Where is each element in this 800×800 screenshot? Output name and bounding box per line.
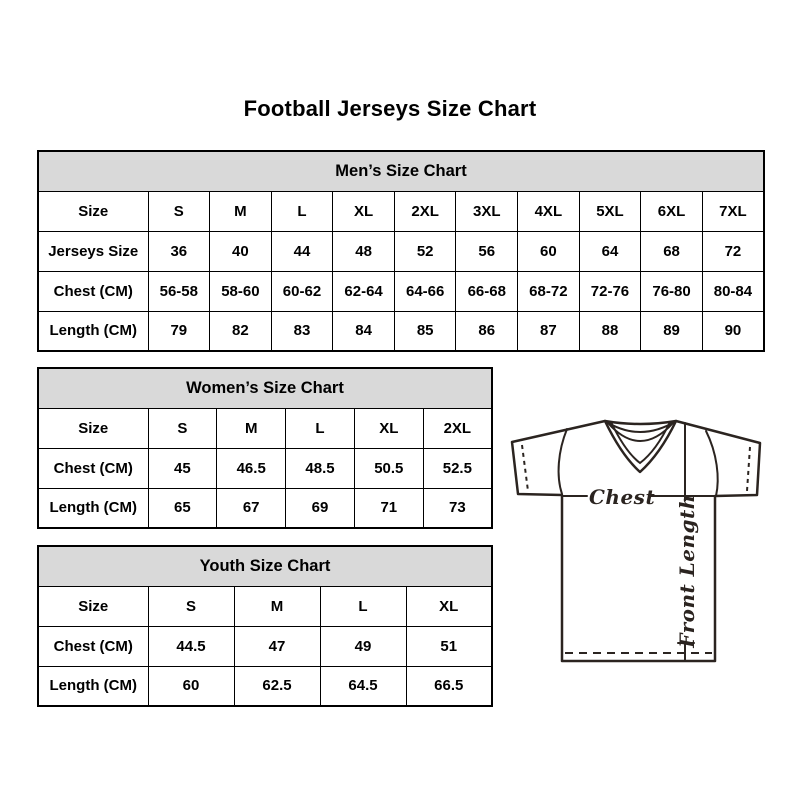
womens-size-cell: 71 — [354, 488, 423, 528]
youth-size-cell: 44.5 — [148, 626, 234, 666]
youth-size-cell: M — [234, 586, 320, 626]
mens-size-cell: 48 — [333, 231, 395, 271]
page-title: Football Jerseys Size Chart — [243, 96, 537, 121]
youth-row-label: Length (CM) — [38, 666, 148, 706]
jersey-measurement-diagram — [505, 410, 785, 690]
mens-size-cell: 82 — [210, 311, 272, 351]
mens-row-label: Jerseys Size — [38, 231, 148, 271]
mens-size-cell: 4XL — [518, 191, 580, 231]
youth-row-label: Size — [38, 586, 148, 626]
womens-size-table — [37, 367, 493, 529]
mens-size-cell: 88 — [579, 311, 641, 351]
youth-size-cell: 66.5 — [406, 666, 492, 706]
mens-size-cell: 52 — [394, 231, 456, 271]
youth-size-cell: 49 — [320, 626, 406, 666]
mens-size-cell: 85 — [394, 311, 456, 351]
womens-size-cell: S — [148, 408, 217, 448]
youth-size-table — [37, 545, 493, 707]
mens-size-cell: 83 — [271, 311, 333, 351]
youth-size-cell: XL — [406, 586, 492, 626]
womens-size-cell: 50.5 — [354, 448, 423, 488]
mens-size-cell: 87 — [518, 311, 580, 351]
mens-table-title: Men’s Size Chart — [38, 151, 764, 191]
mens-size-cell: 79 — [148, 311, 210, 351]
armhole-seam-left — [559, 429, 567, 494]
mens-size-cell: M — [210, 191, 272, 231]
mens-size-cell: L — [271, 191, 333, 231]
mens-size-cell: 84 — [333, 311, 395, 351]
mens-size-cell: 66-68 — [456, 271, 518, 311]
mens-size-cell: 64 — [579, 231, 641, 271]
armhole-seam-right — [706, 431, 718, 496]
womens-table-title: Women’s Size Chart — [38, 368, 492, 408]
youth-size-cell: L — [320, 586, 406, 626]
womens-size-cell: 2XL — [423, 408, 492, 448]
youth-size-cell: 62.5 — [234, 666, 320, 706]
mens-size-cell: 62-64 — [333, 271, 395, 311]
womens-row-label: Size — [38, 408, 148, 448]
womens-size-cell: L — [286, 408, 355, 448]
youth-size-cell: 64.5 — [320, 666, 406, 706]
mens-size-cell: 72-76 — [579, 271, 641, 311]
mens-row-label: Length (CM) — [38, 311, 148, 351]
mens-size-cell: S — [148, 191, 210, 231]
mens-size-cell: 86 — [456, 311, 518, 351]
womens-row-label: Chest (CM) — [38, 448, 148, 488]
mens-size-cell: 60 — [518, 231, 580, 271]
front-length-label: Front Length — [675, 494, 699, 648]
womens-size-cell: 48.5 — [286, 448, 355, 488]
womens-size-cell: 65 — [148, 488, 217, 528]
mens-size-cell: 68-72 — [518, 271, 580, 311]
womens-size-cell: 67 — [217, 488, 286, 528]
mens-size-cell: 56-58 — [148, 271, 210, 311]
mens-size-cell: 44 — [271, 231, 333, 271]
mens-size-cell: 36 — [148, 231, 210, 271]
mens-size-cell: 64-66 — [394, 271, 456, 311]
womens-size-cell: 52.5 — [423, 448, 492, 488]
v-neck-outer — [605, 421, 676, 472]
youth-size-cell: 51 — [406, 626, 492, 666]
youth-row-label: Chest (CM) — [38, 626, 148, 666]
mens-size-cell: 58-60 — [210, 271, 272, 311]
mens-size-cell: 89 — [641, 311, 703, 351]
mens-size-cell: 80-84 — [702, 271, 764, 311]
jersey-outline — [512, 421, 760, 661]
youth-size-cell: S — [148, 586, 234, 626]
womens-row-label: Length (CM) — [38, 488, 148, 528]
mens-size-cell: 90 — [702, 311, 764, 351]
womens-size-cell: 69 — [286, 488, 355, 528]
youth-size-cell: 47 — [234, 626, 320, 666]
mens-size-cell: 7XL — [702, 191, 764, 231]
womens-size-cell: 46.5 — [217, 448, 286, 488]
mens-size-cell: 3XL — [456, 191, 518, 231]
mens-size-cell: 6XL — [641, 191, 703, 231]
chest-label: Chest — [589, 485, 656, 509]
mens-size-cell: 68 — [641, 231, 703, 271]
youth-size-cell: 60 — [148, 666, 234, 706]
mens-size-cell: XL — [333, 191, 395, 231]
mens-size-cell: 40 — [210, 231, 272, 271]
womens-size-cell: M — [217, 408, 286, 448]
youth-table-title: Youth Size Chart — [38, 546, 492, 586]
womens-size-cell: 45 — [148, 448, 217, 488]
sleeve-hem-dashed-right — [747, 447, 750, 491]
mens-row-label: Chest (CM) — [38, 271, 148, 311]
mens-size-cell: 60-62 — [271, 271, 333, 311]
mens-row-label: Size — [38, 191, 148, 231]
womens-size-cell: 73 — [423, 488, 492, 528]
mens-size-cell: 56 — [456, 231, 518, 271]
mens-size-table — [37, 150, 765, 352]
mens-size-cell: 72 — [702, 231, 764, 271]
womens-size-cell: XL — [354, 408, 423, 448]
mens-size-cell: 76-80 — [641, 271, 703, 311]
mens-size-cell: 5XL — [579, 191, 641, 231]
mens-size-cell: 2XL — [394, 191, 456, 231]
sleeve-hem-dashed-left — [522, 445, 528, 491]
